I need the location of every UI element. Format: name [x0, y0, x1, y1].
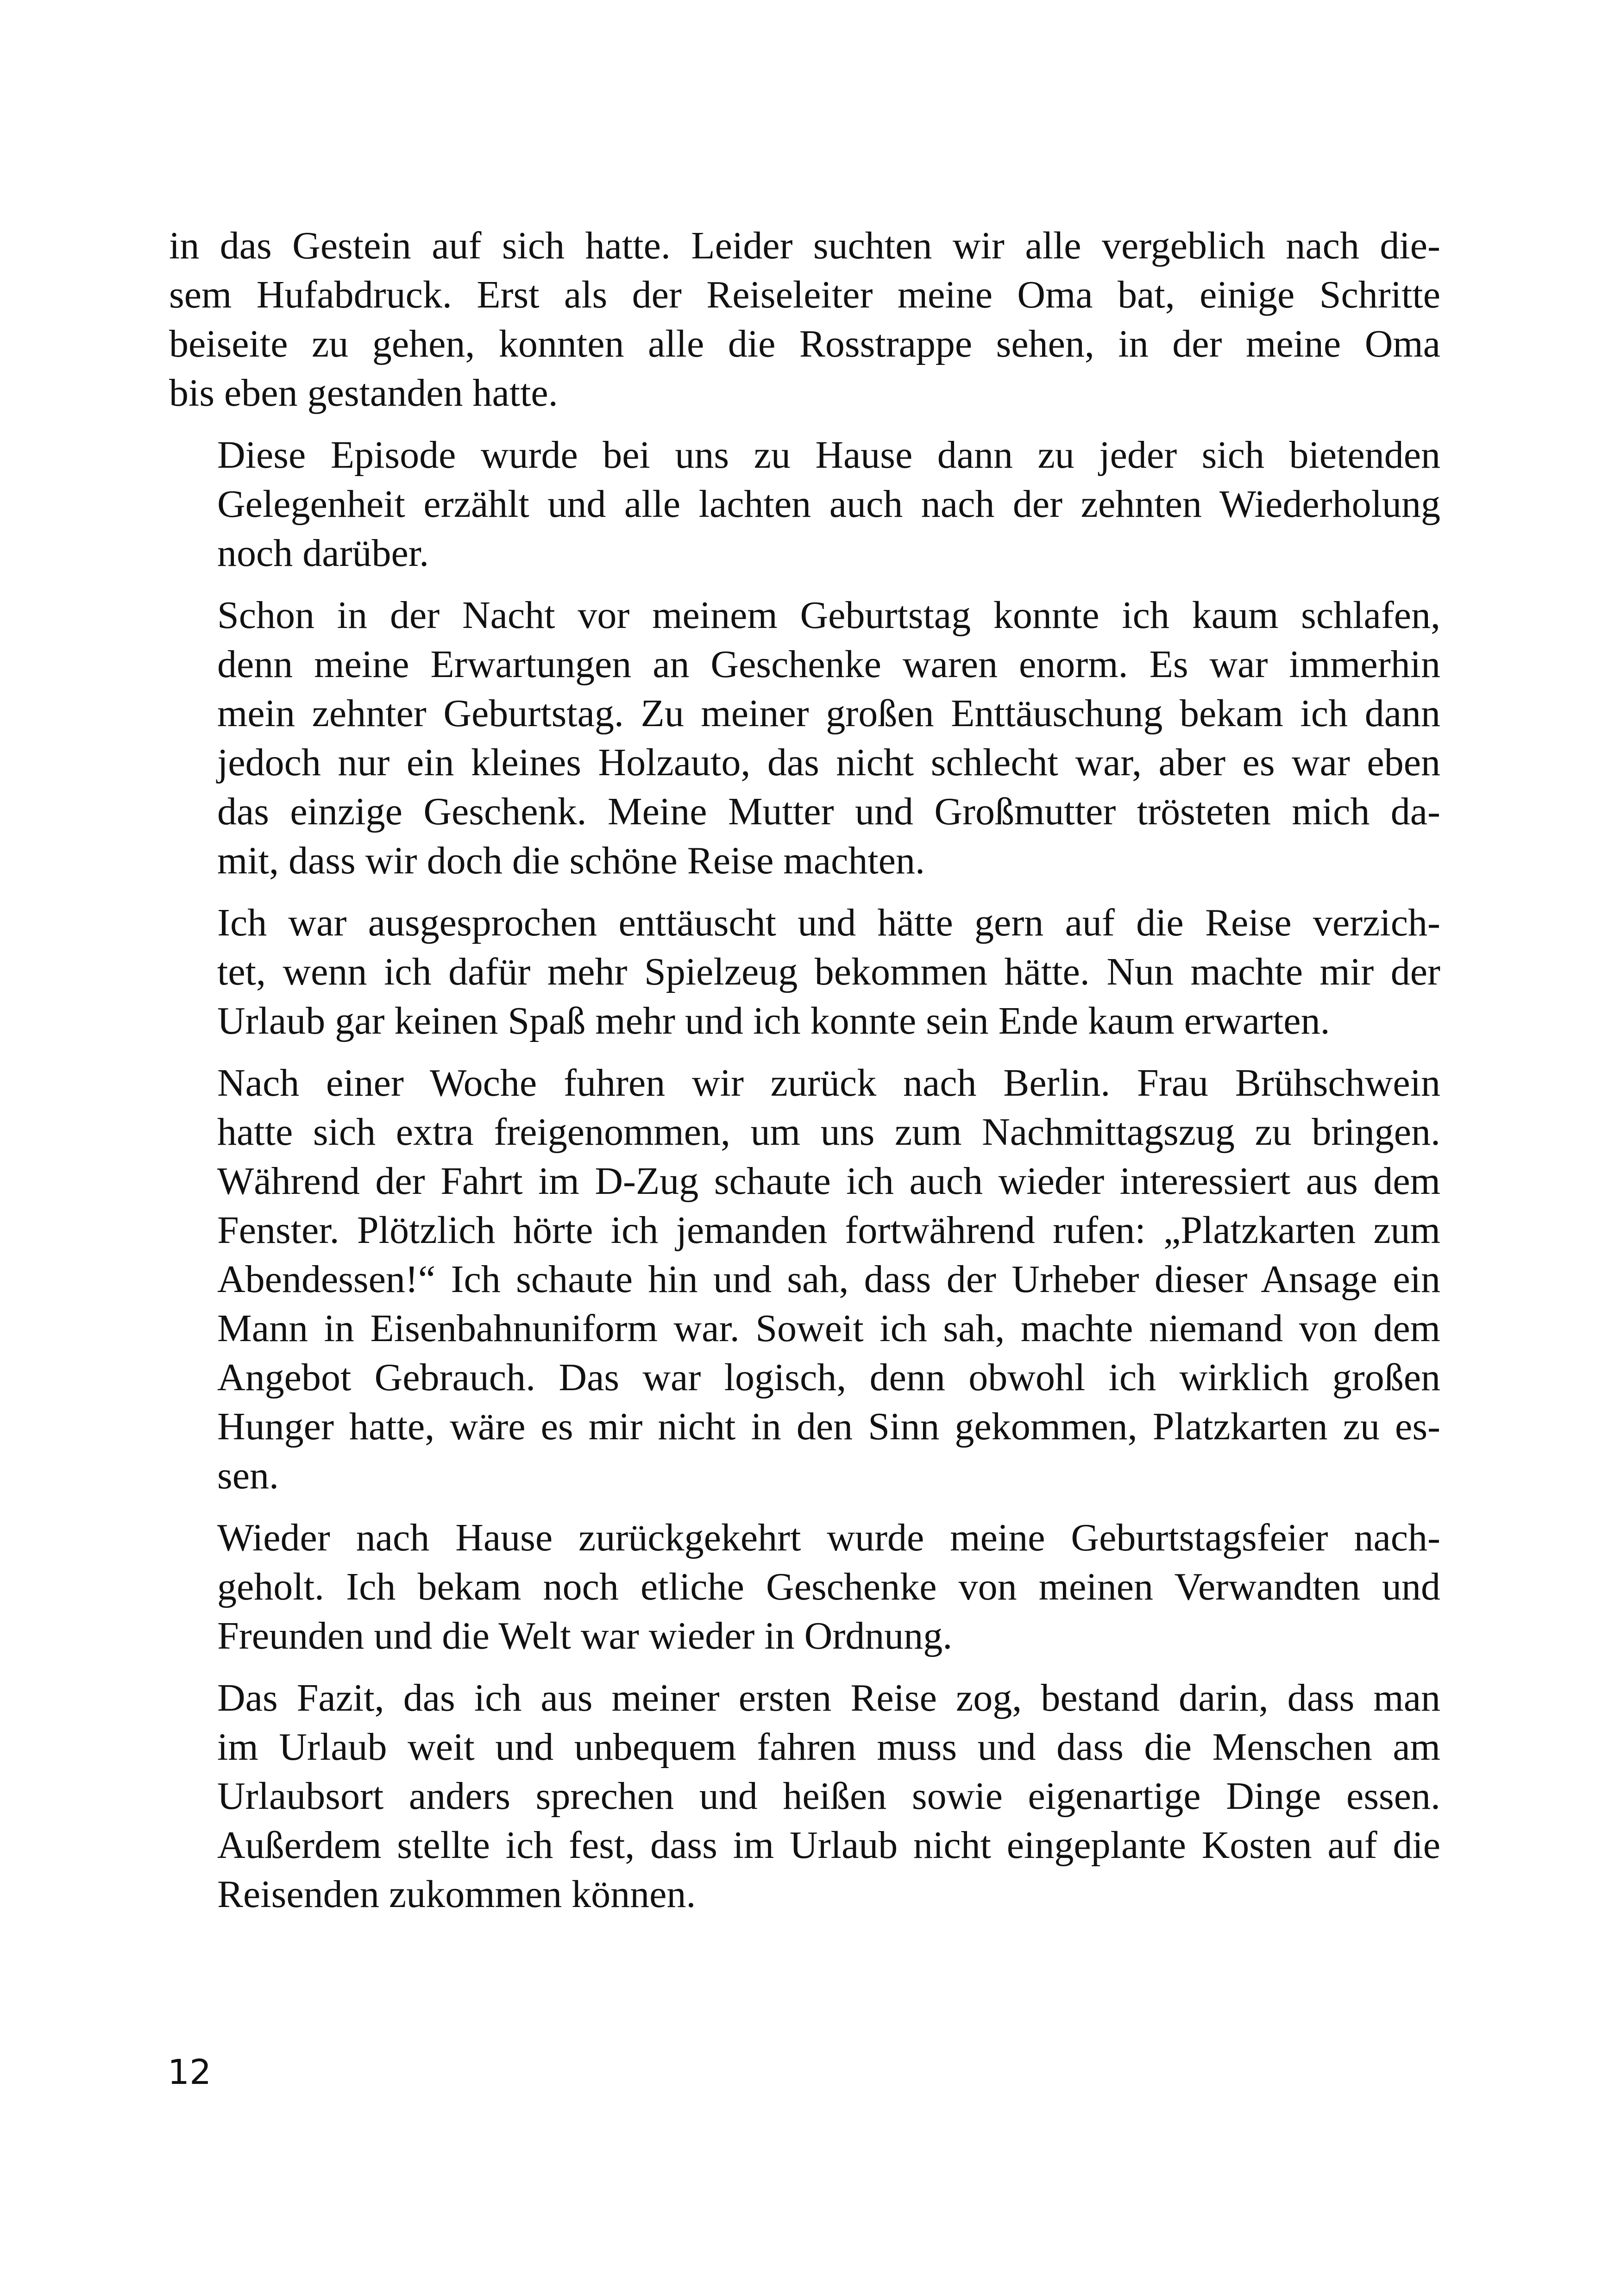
paragraph-6 — [169, 1513, 1440, 1661]
text-line: Nach einer Woche fuhren wir zurück nach Berlin. Frau Brühschwein — [217, 1061, 1440, 1104]
text-line: Freunden und die Welt war wieder in Ordnung. — [217, 1614, 953, 1657]
text-line: Das Fazit, das ich aus meiner ersten Reise zog, bestand darin, dass man — [217, 1676, 1440, 1719]
text-line: Mann in Eisenbahnuniform war. Soweit ich sah, machte niemand von dem — [217, 1307, 1440, 1350]
text-line: geholt. Ich bekam noch etliche Geschenke von meinen Verwandten und — [217, 1565, 1440, 1608]
text-line: Ich war ausgesprochen enttäuscht und hätte gern auf die Reise verzich- — [217, 901, 1440, 944]
text-line: im Urlaub weit und unbequem fahren muss und dass die Menschen am — [217, 1725, 1440, 1769]
text-line: Abendessen!“ Ich schaute hin und sah, dass der Urheber dieser Ansage ein — [217, 1258, 1440, 1301]
text-line: Hunger hatte, wäre es mir nicht in den Sinn gekommen, Platzkarten zu es- — [217, 1405, 1440, 1448]
text-line: mein zehnter Geburtstag. Zu meiner großen Enttäuschung bekam ich dann — [217, 692, 1440, 735]
text-line: beiseite zu gehen, konnten alle die Rosstrappe sehen, in der meine Oma — [169, 322, 1440, 365]
text-line: Urlaub gar keinen Spaß mehr und ich konnte sein Ende kaum erwarten. — [217, 999, 1330, 1042]
paragraph-3 — [169, 591, 1440, 885]
text-line: Fenster. Plötzlich hörte ich jemanden fortwährend rufen: „Platzkarten zum — [217, 1209, 1440, 1252]
text-line: Wieder nach Hause zurückgekehrt wurde meine Geburtstagsfeier nach- — [217, 1516, 1440, 1559]
paragraph-4 — [169, 898, 1440, 1046]
text-line: bis eben gestanden hatte. — [169, 371, 558, 414]
paragraph-5 — [169, 1059, 1440, 1500]
text-line: das einzige Geschenk. Meine Mutter und Großmutter trösteten mich da- — [217, 790, 1440, 833]
page-number: 12 — [168, 2052, 212, 2092]
text-line: noch darüber. — [217, 532, 429, 575]
text-line: Schon in der Nacht vor meinem Geburtstag konnte ich kaum schlafen, — [217, 594, 1440, 637]
text-line: denn meine Erwartungen an Geschenke waren enorm. Es war immerhin — [217, 643, 1440, 686]
text-line: Diese Episode wurde bei uns zu Hause dann zu jeder sich bietenden — [217, 433, 1440, 477]
paragraph-2 — [169, 431, 1440, 578]
text-line: sem Hufabdruck. Erst als der Reiseleiter meine Oma bat, einige Schritte — [169, 273, 1440, 316]
text-line: Urlaubsort anders sprechen und heißen sowie eigenartige Dinge essen. — [217, 1775, 1440, 1818]
text-line: Während der Fahrt im D-Zug schaute ich auch wieder interessiert aus dem — [217, 1160, 1440, 1203]
text-line: mit, dass wir doch die schöne Reise machten. — [217, 839, 925, 882]
text-line: tet, wenn ich dafür mehr Spielzeug bekommen hätte. Nun machte mir der — [217, 950, 1440, 993]
text-line: Reisenden zukommen können. — [217, 1873, 696, 1916]
text-line: Außerdem stellte ich fest, dass im Urlaub nicht eingeplante Kosten auf die — [217, 1824, 1440, 1867]
paragraph-1 — [169, 221, 1440, 418]
text-line: Gelegenheit erzählt und alle lachten auch nach der zehnten Wiederholung — [217, 483, 1440, 526]
text-line: hatte sich extra freigenommen, um uns zum Nachmittagszug zu bringen. — [217, 1110, 1440, 1154]
text-line: sen. — [217, 1454, 279, 1497]
text-line: in das Gestein auf sich hatte. Leider suchten wir alle vergeblich nach die- — [169, 224, 1440, 267]
body-text — [169, 221, 1440, 1932]
text-line: jedoch nur ein kleines Holzauto, das nicht schlecht war, aber es war eben — [217, 741, 1440, 784]
paragraph-7 — [169, 1674, 1440, 1919]
text-line: Angebot Gebrauch. Das war logisch, denn obwohl ich wirklich großen — [217, 1356, 1440, 1399]
